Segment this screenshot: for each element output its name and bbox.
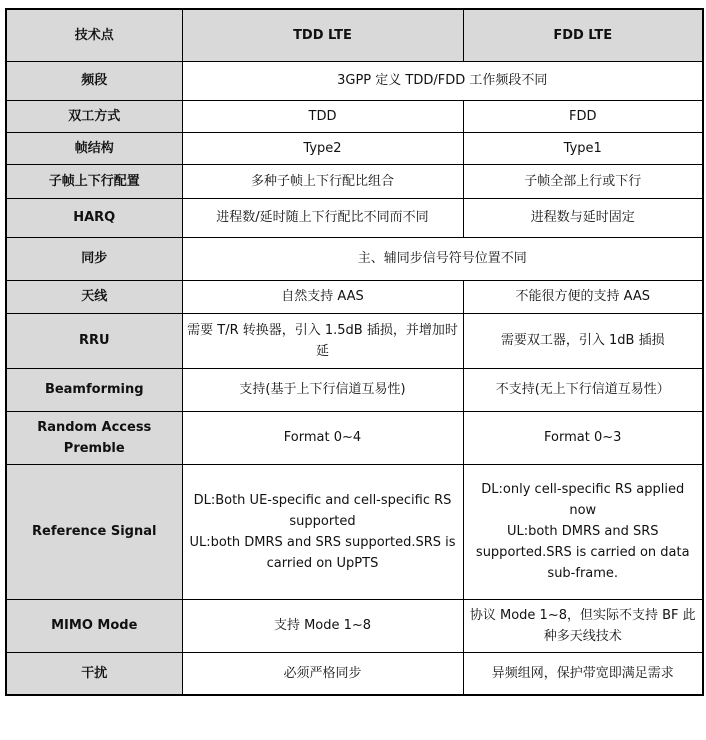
table-row	[6, 280, 703, 313]
feature-cell: 天线	[6, 280, 182, 313]
feature-cell: 同步	[6, 237, 182, 280]
table-row	[6, 368, 703, 411]
table-row	[6, 599, 703, 652]
table-row	[6, 313, 703, 368]
table-row	[6, 652, 703, 695]
header-fdd: FDD LTE	[463, 9, 703, 61]
feature-cell: 干扰	[6, 652, 182, 695]
fdd-cell: 不能很方便的支持 AAS	[463, 280, 703, 313]
tdd-cell: 进程数/延时随上下行配比不同而不同	[182, 198, 463, 237]
fdd-line: UL:both DMRS and SRS supported.SRS is carried on data sub-frame.	[475, 524, 690, 581]
table-row	[6, 464, 703, 599]
tdd-cell: 多种子帧上下行配比组合	[182, 164, 463, 198]
table-row	[6, 132, 703, 164]
merged-cell: 主、辅同步信号符号位置不同	[182, 237, 703, 280]
tdd-cell: 需要 T/R 转换器，引入 1.5dB 插损，并增加时延	[182, 313, 463, 368]
feature-cell: Beamforming	[6, 368, 182, 411]
fdd-cell: 协议 Mode 1~8，但实际不支持 BF 此种多天线技术	[463, 599, 703, 652]
table-row	[6, 61, 703, 100]
feature-cell: HARQ	[6, 198, 182, 237]
tdd-cell: TDD	[182, 100, 463, 132]
comparison-table	[5, 8, 704, 696]
fdd-cell: 不支持(无上下行信道互易性）	[463, 368, 703, 411]
header-tdd: TDD LTE	[182, 9, 463, 61]
table-row	[6, 100, 703, 132]
header-feature: 技术点	[6, 9, 182, 61]
table-row	[6, 164, 703, 198]
tdd-cell	[182, 464, 463, 599]
tdd-cell: Format 0~4	[182, 411, 463, 464]
fdd-cell: Type1	[463, 132, 703, 164]
feature-cell: MIMO Mode	[6, 599, 182, 652]
table-row	[6, 237, 703, 280]
tdd-cell: 支持(基于上下行信道互易性)	[182, 368, 463, 411]
feature-cell: Reference Signal	[6, 464, 182, 599]
fdd-cell: FDD	[463, 100, 703, 132]
tdd-cell: 支持 Mode 1~8	[182, 599, 463, 652]
fdd-cell: 异频组网，保护带宽即满足需求	[463, 652, 703, 695]
tdd-line: DL:Both UE-specific and cell-specific RS supported	[193, 492, 452, 529]
feature-cell: 帧结构	[6, 132, 182, 164]
tdd-cell: 必须严格同步	[182, 652, 463, 695]
feature-cell: 子帧上下行配置	[6, 164, 182, 198]
table-row	[6, 198, 703, 237]
fdd-line: DL:only cell-specific RS applied now	[481, 482, 685, 518]
fdd-cell: 子帧全部上行或下行	[463, 164, 703, 198]
table-row	[6, 411, 703, 464]
tdd-cell: Type2	[182, 132, 463, 164]
feature-cell: 双工方式	[6, 100, 182, 132]
fdd-cell	[463, 464, 703, 599]
tdd-line: UL:both DMRS and SRS supported.SRS is carried on UpPTS	[189, 534, 456, 571]
feature-cell: 频段	[6, 61, 182, 100]
fdd-cell: 需要双工器，引入 1dB 插损	[463, 313, 703, 368]
feature-cell: RRU	[6, 313, 182, 368]
tdd-cell: 自然支持 AAS	[182, 280, 463, 313]
feature-cell: Random Access Premble	[6, 411, 182, 464]
fdd-cell: Format 0~3	[463, 411, 703, 464]
header-row	[6, 9, 703, 61]
merged-cell: 3GPP 定义 TDD/FDD 工作频段不同	[182, 61, 703, 100]
fdd-cell: 进程数与延时固定	[463, 198, 703, 237]
